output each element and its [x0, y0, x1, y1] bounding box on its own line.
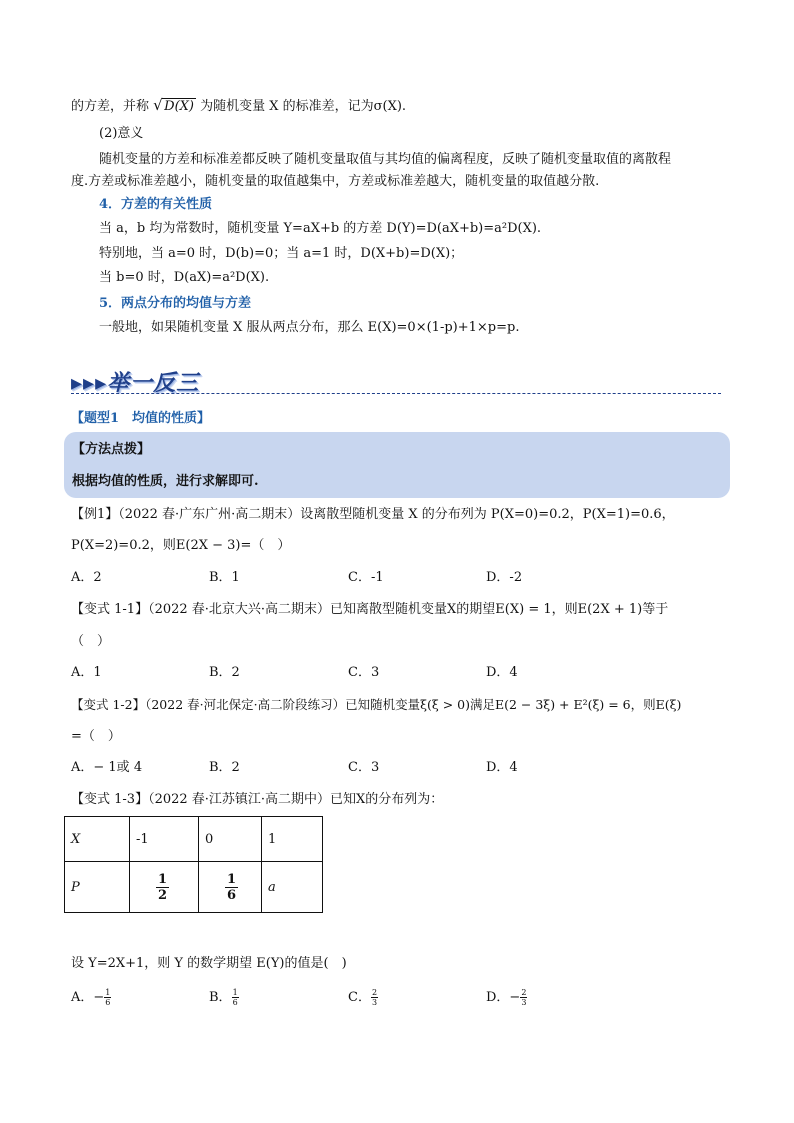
variant11-option-d: D．4: [486, 665, 518, 680]
intro-line1-prefix: 的方差，并称: [71, 99, 150, 114]
method-title: 【方法点拨】: [72, 442, 151, 457]
table-cell: P: [65, 862, 130, 913]
section4-line-2: 特别地，当 a=0 时，D(b)=0；当 a=1 时，D(X+b)=D(X)；: [99, 246, 464, 261]
distribution-table: [64, 816, 323, 913]
fraction-denominator: 2: [158, 887, 168, 903]
example1-option-a: A．2: [71, 570, 102, 585]
variant12-option-b: B．2: [209, 760, 240, 775]
meaning-paragraph-line-1: 随机变量的方差和标准差都反映了随机变量取值与其均值的偏离程度，反映了随机变量取值的离散程: [99, 152, 672, 167]
variant12-line-1: 【变式 1-2】（2022 春·河北保定·高二阶段练习）已知随机变量ξ(ξ > 0)满足E(2 − 3ξ) + E²(ξ) = 6，则E(ξ): [71, 697, 682, 712]
variant13-option-a: [71, 988, 111, 1008]
practice-banner: [71, 366, 731, 394]
section5-heading: 5．两点分布的均值与方差: [99, 296, 252, 311]
intro-line-1: [71, 97, 406, 117]
fraction-denominator: 6: [105, 998, 111, 1007]
variant13-option-b: [209, 988, 239, 1008]
fraction-numerator: 1: [105, 988, 111, 997]
intro-line1-suffix: 为随机变量 X 的标准差，记为σ(X).: [200, 99, 407, 114]
section4-heading: 4．方差的有关性质: [99, 197, 213, 212]
example1-option-c: C．-1: [348, 570, 384, 585]
option-prefix: B．: [209, 990, 232, 1005]
table-cell: 1: [262, 817, 323, 862]
variant12-option-c: C．3: [348, 760, 380, 775]
variant11-option-a: A．1: [71, 665, 102, 680]
variant13-question: 设 Y=2X+1，则 Y 的数学期望 E(Y)的值是( ): [71, 956, 347, 971]
variant13-option-c: [348, 988, 378, 1008]
variant12-option-d: D．4: [486, 760, 518, 775]
type1-heading: 【题型1 均值的性质】: [71, 411, 211, 426]
option-prefix: A．−: [71, 990, 105, 1005]
table-cell: a: [262, 862, 323, 913]
fraction-numerator: 1: [232, 988, 238, 997]
fraction: [371, 988, 378, 1007]
section4-line-3: 当 b=0 时，D(aX)=a²D(X).: [99, 270, 270, 285]
variant11-option-b: B．2: [209, 665, 240, 680]
fraction: [225, 872, 238, 903]
variant12-line-2: =（ ）: [71, 729, 121, 744]
fraction-numerator: 1: [158, 871, 168, 887]
fraction-denominator: 6: [227, 887, 237, 903]
fraction: [156, 872, 169, 903]
table-cell: [130, 862, 199, 913]
table-cell: 0: [199, 817, 262, 862]
variant11-line-1: 【变式 1-1】（2022 春·北京大兴·高二期末）已知离散型随机变量X的期望E(X) = 1，则E(2X + 1)等于: [71, 602, 669, 617]
option-prefix: D．−: [486, 990, 521, 1005]
variant13-option-d: [486, 988, 527, 1008]
fraction-numerator: 2: [521, 988, 527, 997]
banner-title: ▸▸▸举一反三: [71, 371, 200, 396]
fraction: [520, 988, 527, 1007]
fraction-denominator: 3: [371, 998, 378, 1007]
section4-line-1: 当 a，b 均为常数时，随机变量 Y=aX+b 的方差 D(Y)=D(aX+b)=a²D(X).: [99, 221, 542, 236]
example1-option-d: D．-2: [486, 570, 523, 585]
variant12-option-a: A．− 1或 4: [71, 760, 143, 775]
example1-option-b: B．1: [209, 570, 240, 585]
banner-divider: [71, 393, 721, 394]
table-row: [65, 862, 323, 913]
table-cell: X: [65, 817, 130, 862]
radical-sign: √: [153, 96, 163, 114]
table-row: [65, 817, 323, 862]
section5-line-1: 一般地，如果随机变量 X 服从两点分布，那么 E(X)=0×(1-p)+1×p=p.: [99, 320, 520, 335]
example1-line-2: P(X=2)=0.2，则E(2X − 3)=（ ）: [71, 538, 291, 553]
fraction-denominator: 6: [232, 998, 238, 1007]
example1-line-1: 【例1】（2022 春·广东广州·高二期末）设离散型随机变量 X 的分布列为 P(X=0)=0.2，P(X=1)=0.6，: [71, 507, 675, 522]
variant11-line-2: （ ）: [71, 634, 111, 649]
fraction-denominator: 3: [521, 998, 527, 1007]
meaning-paragraph-line-2: 度.方差或标准差越小，随机变量的取值越集中，方差或标准差越大，随机变量的取值越分散.: [71, 174, 600, 189]
meaning-heading: (2)意义: [99, 126, 144, 141]
table-cell: [199, 862, 262, 913]
method-body: 根据均值的性质，进行求解即可.: [72, 474, 259, 489]
sqrt-expression: [153, 97, 196, 117]
fraction: [232, 988, 239, 1007]
table-cell: -1: [130, 817, 199, 862]
variant13-line-1: 【变式 1-3】（2022 春·江苏镇江·高二期中）已知X的分布列为：: [71, 792, 444, 807]
fraction-numerator: 1: [227, 871, 237, 887]
sqrt-radicand: D(X): [164, 99, 194, 114]
option-prefix: C．: [348, 990, 371, 1005]
fraction-numerator: 2: [371, 988, 378, 997]
fraction: [104, 988, 111, 1007]
variant11-option-c: C．3: [348, 665, 380, 680]
method-tip-box: [64, 432, 730, 498]
